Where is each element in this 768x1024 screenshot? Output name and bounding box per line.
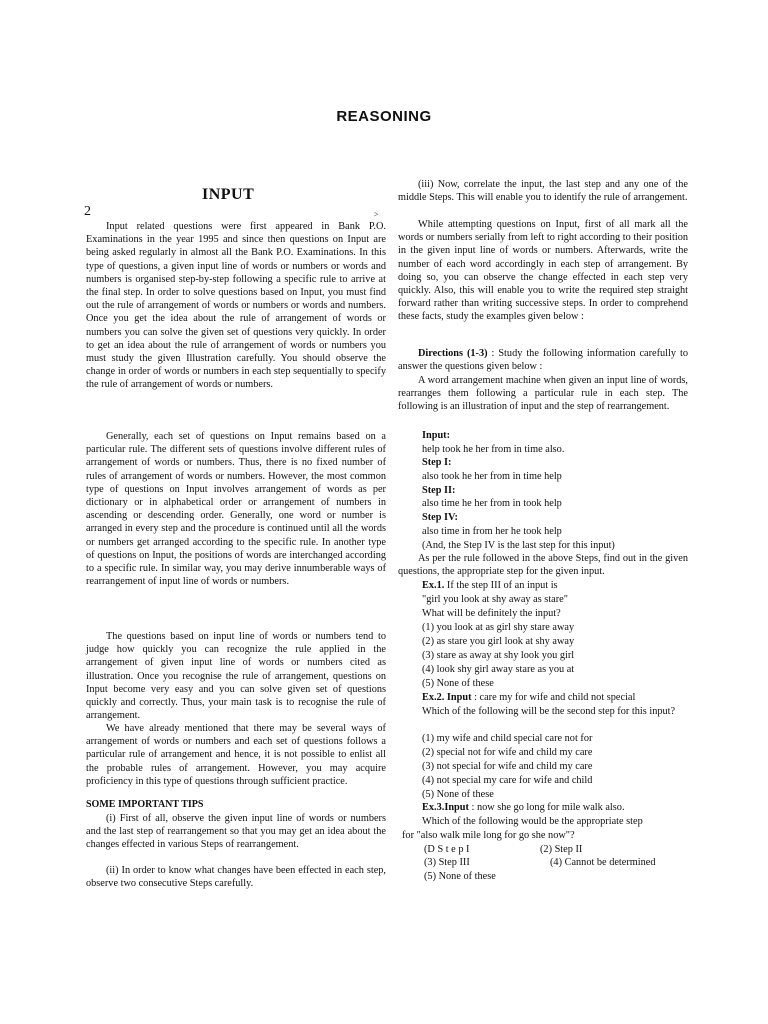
section-heading: INPUT (202, 186, 255, 203)
example-3-option: (5) None of these (424, 871, 496, 882)
example-3-option: (2) Step II (540, 844, 583, 855)
step-2-line: also time he her from in took help (422, 498, 562, 509)
stray-mark: > (374, 210, 379, 219)
directions-label: Directions (1-3) (418, 348, 488, 359)
chapter-number: 2 (84, 204, 91, 219)
example-3-text: : now she go long for mile walk also. (468, 802, 625, 813)
example-1-option: (5) None of these (422, 678, 494, 689)
paragraph-ways: We have already mentioned that there may be several ways of arrangement of words or numbers and each set of questions follows a particular rule of arrangement and hence, it is not possible to enlist all the probable rules of arrangement. However, you may acquire proficiency in this type of questions through sufficient practice. (86, 723, 386, 787)
example-2-text: : care my for wife and child not special (474, 692, 636, 703)
machine-description: A word arrangement machine when given an input line of words, rearranges them following a particular rule in each step. The following is an illustration of input and the step of rearrangement. (398, 375, 688, 413)
step-1-line: also took he her from in time help (422, 471, 562, 482)
example-1-option: (3) stare as away at shy look you girl (422, 650, 575, 661)
paragraph-marking: While attempting questions on Input, first of all mark all the words or numbers serially from left to right according to their position in the given input line of words or numbers. Afterwards, write the number of each word accordingly in each step of arrangement. By doing so, you can observe the change effected in each step very quickly. Also, this will enable you to write the required step straight forward rather than writing successive steps. In order to comprehend these facts, study the examples given below : (398, 219, 688, 323)
tip-2: (ii) In order to know what changes have been effected in each step, observe two consecutive Steps carefully. (86, 865, 386, 890)
find-instruction: As per the rule followed in the above Steps, find out in the given questions, the appropriate step for the given input. (398, 553, 688, 578)
example-2-option: (4) not special my care for wife and child (422, 775, 593, 786)
example-2-option: (3) not special for wife and child my care (422, 761, 593, 772)
example-2-question (422, 691, 635, 704)
example-1-text: If the step III of an input is (444, 580, 558, 591)
example-2-option: (2) special not for wife and child my care (422, 747, 593, 758)
step-1-label: Step I: (422, 457, 452, 468)
example-3-option: (D S t e p I (424, 844, 470, 855)
example-1-label: Ex.1. (422, 580, 445, 591)
step-4-line: also time in from her he took help (422, 526, 562, 537)
example-2-label: Ex.2. Input (422, 692, 472, 703)
example-1-option: (4) look shy girl away stare as you at (422, 664, 575, 675)
example-2-option: (1) my wife and child special care not for (422, 733, 593, 744)
example-1-quote: "girl you look at shy away as stare" (422, 594, 568, 605)
example-1-option: (1) you look at as girl shy stare away (422, 622, 575, 633)
input-line: help took he her from in time also. (422, 444, 565, 455)
example-3-option: (3) Step III (424, 857, 470, 868)
page-title: REASONING (336, 108, 432, 125)
last-step-note: (And, the Step IV is the last step for this input) (422, 540, 615, 551)
paragraph-intro: Input related questions were first appeared in Bank P.O. Examinations in the year 1995 and since then questions on Input are being asked regularly in almost all the Bank P.O. Examinations. In this type of questions, a given input line of words or numbers or words and numbers is organised step-by-step following a specific rule to arrive at the final step. In order to solve questions based on Input, you must find out the rule of arrangement of words or numbers or words and numbers. Once you get the idea about the rule of arrangement of words or numbers you can solve the given set of questions very quickly. In order to get an idea about the rule of arrangement of words or numbers you must study the given Illustration carefully. You should observe the change in order of words or numbers in each step sequentially to specify the rule of arrangement of words or numbers. (86, 221, 386, 391)
example-3-label: Ex.3.Input (422, 802, 469, 813)
example-1-ask: What will be definitely the input? (422, 608, 561, 619)
example-1-option: (2) as stare you girl look at shy away (422, 636, 575, 647)
input-label: Input: (422, 430, 451, 441)
step-4-label: Step IV: (422, 512, 458, 523)
directions-text: : Study the following information carefully to answer the questions given below : (398, 348, 688, 373)
paragraph-judge: The questions based on input line of words or numbers tend to judge how quickly you can recognize the rule applied in the arrangement of given input line of words or numbers cited as illustration. Once you recognise the rule of arrangement, questions on Input become very easy and you can solve given set of questions quickly and correctly. Thus, your main task is to recognise the rule of arrangement. (86, 631, 386, 722)
example-3-ask: Which of the following would be the appropriate step (422, 816, 643, 827)
example-3-ask-continued: for "also walk mile long for go she now"? (402, 830, 575, 841)
example-3-option: (4) Cannot be determined (550, 857, 656, 868)
tip-1: (i) First of all, observe the given input line of words or numbers and the last step of rearrangement so that you may get an idea about the changes effected in various Steps of rearrangement. (86, 813, 386, 851)
paragraph-rules: Generally, each set of questions on Input remains based on a particular rule. The different sets of questions involve different rules of arrangement of words or numbers. Thus, there is no fixed number of rules of arrangement of words or numbers. However, the most common type of questions on Input involves arrangement of words as per dictionary or in alphabetical order or arrangement of numbers in ascending or descending order. Generally, one word or number is arranged in every step and the procedure is continued until all the words or numbers get arranged according to the specific rule. In another type of questions on Input, the positions of words are interchanged according to a specific rule. In similar way, you may derive innumberable ways of rearrangement of input line of words or numbers. (86, 431, 386, 588)
step-2-label: Step II: (422, 485, 456, 496)
directions (398, 347, 688, 373)
example-3-question (422, 801, 625, 814)
tips-heading: SOME IMPORTANT TIPS (86, 799, 204, 810)
example-1-question (422, 579, 558, 592)
example-2-ask: Which of the following will be the second step for this input? (422, 706, 676, 717)
example-2-option: (5) None of these (422, 789, 494, 800)
tip-3: (iii) Now, correlate the input, the last step and any one of the middle Steps. This will enable you to identify the rule of arrangement. (398, 179, 688, 204)
